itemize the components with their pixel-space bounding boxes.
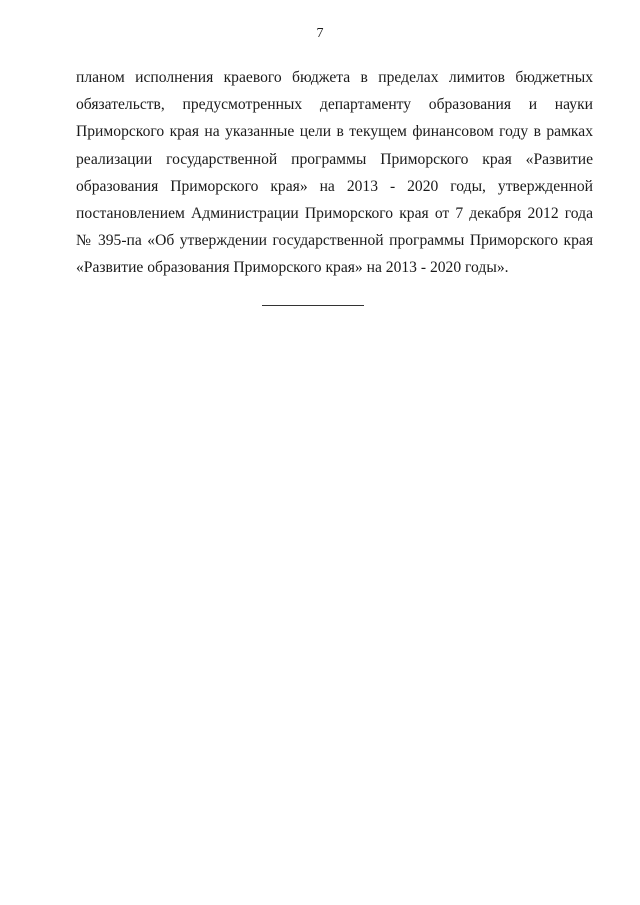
paragraph-line-3: Приморского края на указанные цели в текущем финансовом году в рамках xyxy=(76,123,593,141)
paragraph-line-1: планом исполнения краевого бюджета в пределах лимитов бюджетных xyxy=(76,69,593,86)
end-separator-line xyxy=(262,305,364,306)
paragraph-line-6: постановлением Администрации Приморского края от 7 декабря 2012 года xyxy=(76,204,593,222)
paragraph-line-5: образования Приморского края» на 2013 - 2020 годы, утвержденной xyxy=(76,177,593,195)
paragraph-line-4: реализации государственной программы Приморского края «Развитие xyxy=(76,150,593,168)
paragraph-line-8: «Развитие образования Приморского края» на 2013 - 2020 годы». xyxy=(76,259,509,277)
paragraph-line-2: обязательств, предусмотренных департаменту образования и науки xyxy=(76,96,593,114)
page-number: 7 xyxy=(316,26,324,41)
paragraph-line-7: № 395-па «Об утверждении государственной программы Приморского края xyxy=(76,232,593,250)
paragraph-body xyxy=(76,64,593,282)
